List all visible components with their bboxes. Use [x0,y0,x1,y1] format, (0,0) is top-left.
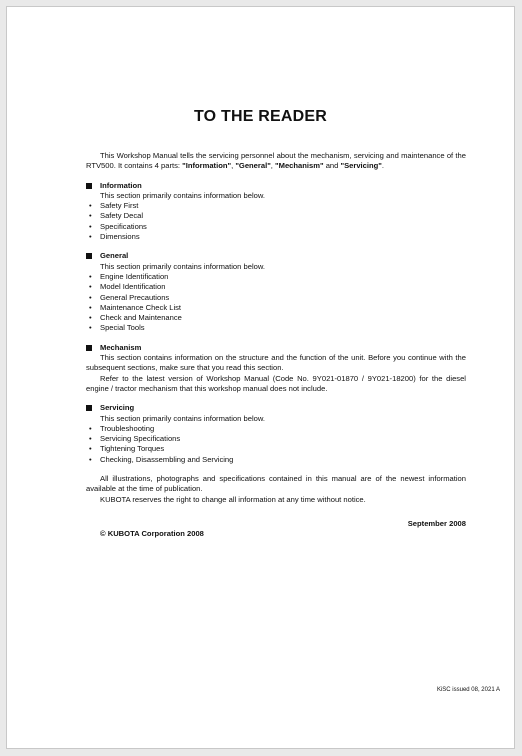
list-item-text: Troubleshooting [100,423,155,433]
bullet-icon: • [89,271,92,281]
intro-part-general: "General" [235,161,271,171]
bullet-icon: • [89,282,92,292]
page-title: TO THE READER [194,108,327,125]
intro-sep: and [323,161,341,171]
bullet-icon: • [89,302,92,312]
section-heading [86,181,466,191]
list-item [86,434,466,444]
list-item-text: Check and Maintenance [100,313,182,323]
list-item [86,282,466,292]
list-item [86,201,466,211]
intro-sep: , [270,161,276,171]
list-item-text: General Precautions [100,292,170,302]
section-description: This section primarily contains information below. [100,190,266,200]
list-item-text: Tightening Torques [100,444,165,454]
square-bullet-icon [86,405,92,411]
section-heading [86,343,466,353]
list-item-text: Engine Identification [100,271,169,281]
closing-paragraph: All illustrations, photographs and specifications contained in this manual are of the newest information available at the time of publication. [86,474,466,494]
list-item-text: Model Identification [100,282,166,292]
list-item [86,323,466,333]
closing-notes [86,474,466,505]
intro-part-information: "Information" [182,161,232,171]
section-mechanism [86,343,466,394]
list-item [86,424,466,434]
section-heading-text: Mechanism [100,342,142,352]
list-item-text: Special Tools [100,323,145,333]
square-bullet-icon [86,253,92,259]
closing-paragraph: KUBOTA reserves the right to change all information at any time without notice. [100,494,366,504]
bullet-icon: • [89,434,92,444]
intro-paragraph [86,151,466,172]
section-description: This section primarily contains information below. [100,261,266,271]
section-paragraph: Refer to the latest version of Workshop Manual (Code No. 9Y021-01870 / 9Y021-18200) for the diesel engine / tractor mechanism that this workshop manual does not include. [86,373,466,393]
list-item-text: Safety Decal [100,211,144,221]
section-item-list [86,424,466,465]
bullet-icon: • [89,201,92,211]
intro-part-servicing: "Servicing" [340,161,382,171]
list-item [86,455,466,465]
list-item-text: Servicing Specifications [100,434,181,444]
section-general [86,251,466,333]
section-heading-text: Information [100,180,142,190]
square-bullet-icon [86,345,92,351]
list-item-text: Safety First [100,201,139,211]
section-description: This section primarily contains information below. [100,413,266,423]
list-item [86,232,466,242]
intro-sep: , [231,161,236,171]
section-heading-text: General [100,251,129,261]
section-information [86,181,466,243]
footer-issue-note: KiSC issued 08, 2021 A [436,687,500,693]
page-content [86,151,466,540]
intro-text: This Workshop Manual tells the servicing personnel about the mechanism, servicing and maintenance of the RTV500. It contains 4 parts: [86,151,466,171]
bullet-icon: • [89,444,92,454]
section-item-list [86,272,466,334]
bullet-icon: • [89,454,92,464]
list-item [86,211,466,221]
list-item [86,313,466,323]
bullet-icon: • [89,313,92,323]
list-item-text: Dimensions [100,232,140,242]
list-item [86,222,466,232]
square-bullet-icon [86,183,92,189]
list-item [86,303,466,313]
document-page [6,6,515,749]
bullet-icon: • [89,423,92,433]
bullet-icon: • [89,211,92,221]
section-item-list [86,201,466,242]
list-item [86,444,466,454]
section-servicing [86,403,466,465]
intro-end: . [381,161,384,171]
list-item-text: Checking, Disassembling and Servicing [100,454,234,464]
list-item [86,272,466,282]
section-paragraph: This section contains information on the structure and the function of the unit. Before you continue with the subsequent sections, make sure that you read this section. [86,353,466,373]
bullet-icon: • [89,232,92,242]
section-heading [86,403,466,413]
bullet-icon: • [89,323,92,333]
list-item [86,293,466,303]
bullet-icon: • [89,292,92,302]
copyright-notice: © KUBOTA Corporation 2008 [100,529,204,539]
intro-part-mechanism: "Mechanism" [275,161,324,171]
section-heading [86,251,466,261]
bullet-icon: • [89,221,92,231]
list-item-text: Maintenance Check List [100,302,182,312]
publication-date: September 2008 [407,518,466,528]
list-item-text: Specifications [100,221,147,231]
section-heading-text: Servicing [100,403,135,413]
